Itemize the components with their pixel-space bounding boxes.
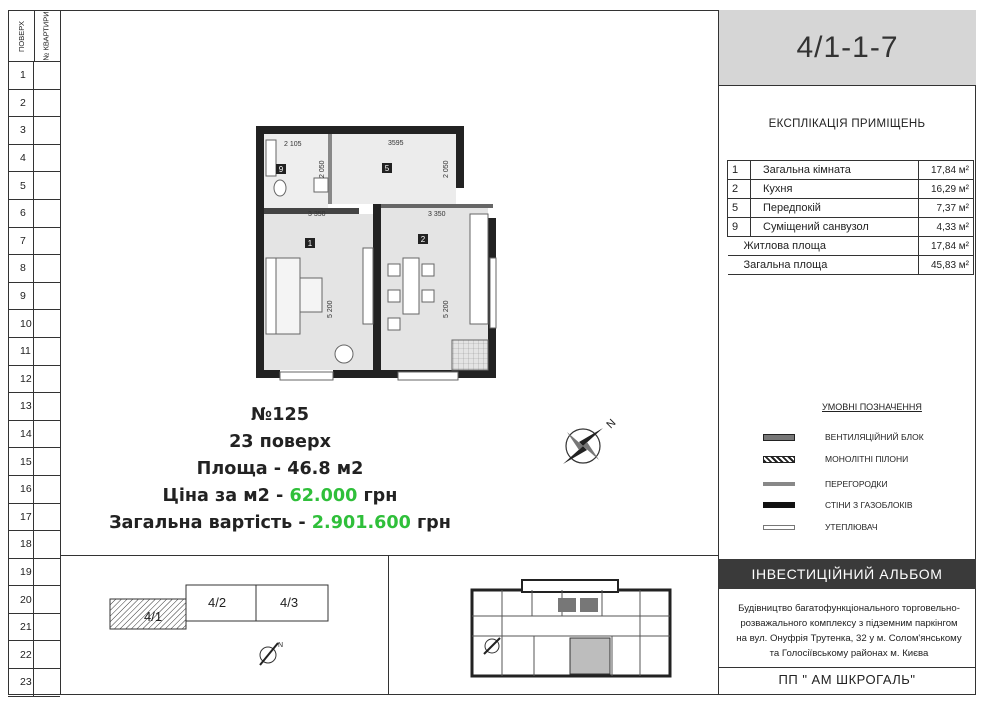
- floor-row: [8, 62, 60, 90]
- table-row: 5 Передпокій 7,37 м²: [728, 199, 974, 218]
- apartment-column-header: № КВАРТИРИ: [42, 11, 52, 61]
- legend-item: ВЕНТИЛЯЦІЙНИЙ БЛОК: [763, 430, 973, 444]
- floor-row: [8, 559, 60, 587]
- floor-row-number: 13: [8, 393, 34, 420]
- column-divider: [60, 10, 61, 695]
- price-per-m2: Ціна за м2 - 62.000 грн: [162, 486, 398, 506]
- floor-row: [8, 641, 60, 669]
- total-area-row: Загальна площа 45,83 м²: [728, 256, 974, 275]
- column-header: [8, 10, 60, 62]
- living-area-row: Житлова площа 17,84 м²: [728, 237, 974, 256]
- pylon-symbol: [763, 456, 795, 463]
- floor-row-number: 16: [8, 476, 34, 503]
- bottom-vertical-divider: [388, 555, 389, 695]
- vent-block-symbol: [763, 434, 795, 441]
- legend-item: УТЕПЛЮВАЧ: [763, 520, 973, 534]
- company-name: ПП " АМ ШКРОГАЛЬ": [778, 672, 916, 687]
- table-row: 2 Кухня 16,29 м²: [728, 180, 974, 199]
- dimension-label: 2 050: [319, 160, 326, 178]
- section-label: 4/2: [208, 595, 227, 610]
- floor-row-number: 9: [8, 283, 34, 310]
- legend-item: ПЕРЕГОРОДКИ: [763, 477, 973, 491]
- insulation-symbol: [763, 525, 795, 530]
- floor-row: [8, 669, 60, 697]
- floor-row-number: 18: [8, 531, 34, 558]
- apartment-code: 4/1-1-7: [718, 10, 976, 86]
- floor-row-number: 4: [8, 145, 34, 172]
- floor-row-number: 22: [8, 641, 34, 668]
- legend-title: УМОВНІ ПОЗНАЧЕННЯ: [822, 402, 922, 412]
- legend-item: СТІНИ З ГАЗОБЛОКІВ: [763, 498, 973, 512]
- legend-item: МОНОЛІТНІ ПІЛОНИ: [763, 452, 973, 466]
- floor-row-number: 17: [8, 504, 34, 531]
- floor-column-header: ПОВЕРХ: [8, 10, 35, 62]
- block-wall-symbol: [763, 502, 795, 508]
- floor-row: [8, 172, 60, 200]
- floor-row: [8, 200, 60, 228]
- floor-row: [8, 255, 60, 283]
- table-row: 9 Суміщений санвузол 4,33 м²: [728, 218, 974, 237]
- dimension-label: 3 350: [428, 211, 446, 218]
- dimension-label: 3595: [388, 140, 404, 147]
- dimension-label: 5 200: [327, 300, 334, 318]
- north-label: N: [604, 416, 619, 432]
- album-description: Будівництво багатофункціонального торговельно- розважального комплексу з підземним паркінгом на вул. Онуфрія Трутенка, 32 у м. Солом'янському та Голосіївському районах м. Києва: [736, 603, 962, 659]
- apartment-floor-plan: [248, 118, 508, 398]
- floor-row-number: 14: [8, 421, 34, 448]
- floor-row-number: 2: [8, 90, 34, 117]
- bottom-divider: [60, 555, 718, 556]
- floor-row: [8, 90, 60, 118]
- floor-row: [8, 283, 60, 311]
- floor-row-number: 11: [8, 338, 34, 365]
- floor-row: [8, 310, 60, 338]
- floor-row: [8, 504, 60, 532]
- room-label: 5: [384, 164, 390, 173]
- floor-row-number: 15: [8, 448, 34, 475]
- room-label: 9: [278, 165, 284, 174]
- floor-row-number: 19: [8, 559, 34, 586]
- floor-row-number: 23: [8, 669, 34, 696]
- explication-title: ЕКСПЛІКАЦІЯ ПРИМІЩЕНЬ: [768, 118, 926, 130]
- floor-row-number: 7: [8, 228, 34, 255]
- floor-row: [8, 421, 60, 449]
- floor-row: [8, 393, 60, 421]
- floor-row: [8, 614, 60, 642]
- floor-row-number: 3: [8, 117, 34, 144]
- floor-row: [8, 531, 60, 559]
- dimension-label: 3 350: [308, 211, 326, 218]
- floor-row-number: 1: [8, 62, 34, 89]
- right-panel-border: [718, 86, 719, 695]
- company-divider: [718, 667, 976, 668]
- dimension-label: 2 105: [284, 141, 302, 148]
- floor-row-number: 8: [8, 255, 34, 282]
- room-label: 2: [420, 235, 426, 244]
- floor-number: 23 поверх: [229, 432, 331, 452]
- compass-icon: [555, 412, 625, 472]
- floor-row-number: 21: [8, 614, 34, 641]
- section-label: 4/1: [144, 609, 163, 624]
- floor-row-number: 6: [8, 200, 34, 227]
- row-numbers: [8, 62, 60, 697]
- floor-row: [8, 448, 60, 476]
- table-row: 1 Загальна кімната 17,84 м²: [728, 161, 974, 180]
- floor-row: [8, 145, 60, 173]
- explication-table: [727, 160, 974, 275]
- partition-symbol: [763, 482, 795, 486]
- floor-row-number: 12: [8, 366, 34, 393]
- floor-row: [8, 586, 60, 614]
- floor-plan-overview: [462, 572, 702, 690]
- floor-row: [8, 228, 60, 256]
- floor-row-number: 10: [8, 310, 34, 337]
- floor-row: [8, 117, 60, 145]
- floor-row-number: 20: [8, 586, 34, 613]
- floor-row: [8, 476, 60, 504]
- room-label: 1: [307, 239, 313, 248]
- section-label: 4/3: [280, 595, 299, 610]
- dimension-label: 2 050: [443, 160, 450, 178]
- site-plan: [100, 575, 380, 685]
- album-title: ІНВЕСТИЦІЙНИЙ АЛЬБОМ: [718, 559, 976, 589]
- apartment-number: №125: [251, 405, 309, 425]
- apartment-area: Площа - 46.8 м2: [196, 459, 364, 479]
- north-label: N: [278, 642, 284, 649]
- apartment-info: [80, 402, 480, 537]
- dimension-label: 5 200: [443, 300, 450, 318]
- total-price: Загальна вартість - 2.901.600 грн: [109, 513, 451, 533]
- floor-row-number: 5: [8, 172, 34, 199]
- floor-row: [8, 366, 60, 394]
- floor-row: [8, 338, 60, 366]
